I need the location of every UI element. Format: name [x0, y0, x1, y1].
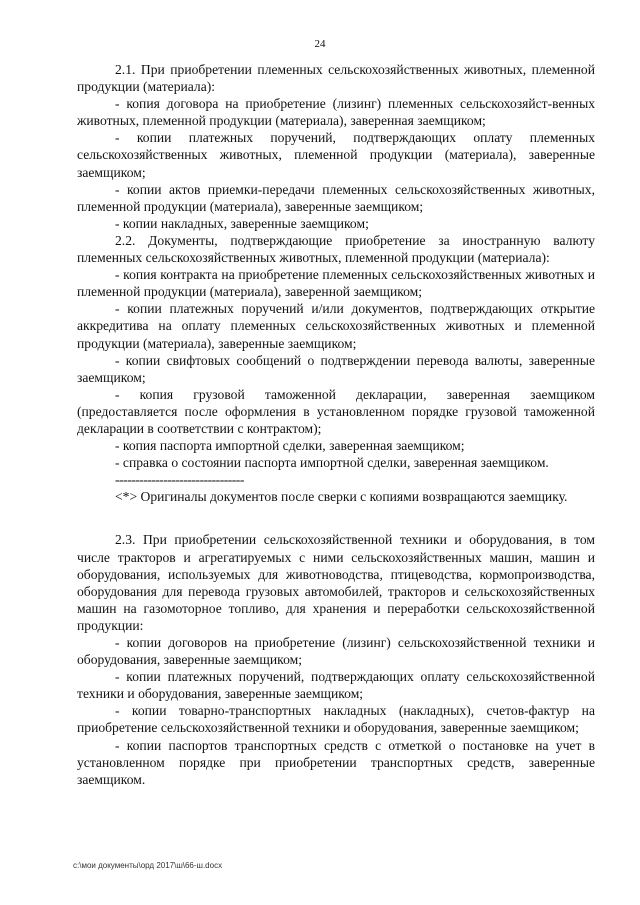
list-item: - копии товарно-транспортных накладных (накладных), счетов-фактур на приобретение сельскохозяйственной техники и оборудования, заверенные заемщиком; — [77, 703, 595, 736]
footer-file-path: c:\мои документы\орд 2017\ш\66-ш.docx — [73, 861, 223, 870]
section-gap — [77, 505, 595, 531]
list-item: - копии договоров на приобретение (лизинг) сельскохозяйственной техники и оборудования, заверенные заемщиком; — [77, 635, 595, 668]
list-item: - справка о состоянии паспорта импортной сделки, заверенная заемщиком. — [115, 455, 549, 471]
document-body — [77, 61, 595, 788]
list-item: - копии актов приемки-передачи племенных сельскохозяйственных животных, племенной продукции (материала), заверенные заемщиком; — [77, 181, 595, 214]
paragraph-2-2: 2.2. Документы, подтверждающие приобретение за иностранную валюту племенных сельскохозяйственных животных, племенной продукции (материала): — [77, 232, 595, 266]
list-item: - копии паспортов транспортных средств с отметкой о постановке на учет в установленном порядке при приобретении транспортных средств, заверенные заемщиком. — [77, 737, 595, 787]
footnote: <*> Оригиналы документов после сверки с копиями возвращаются заемщику. — [115, 489, 568, 505]
list-item: - копия контракта на приобретение племенных сельскохозяйственных животных и племенной продукции (материала), заверенной заемщиком; — [77, 267, 595, 300]
list-item: - копии платежных поручений, подтверждающих оплату племенных сельскохозяйственных животных, племенной продукции (материала), заверенные заемщиком; — [77, 130, 595, 180]
list-item: - копии накладных, заверенные заемщиком; — [115, 215, 369, 231]
paragraph-2-3: 2.3. При приобретении сельскохозяйственной техники и оборудования, в том числе тракторов и агрегатируемых с ними сельскохозяйственных машин, машин и оборудования, используемых для животноводства, птицеводства, кормопроизводства, оборудования для перевода грузовых автомобилей, тракторов и сельскохозяйственных машин на газомоторное топливо, для хранения и переработки сельскохозяйственной продукции: — [77, 532, 595, 633]
paragraph-2-1: 2.1. При приобретении племенных сельскохозяйственных животных, племенной продукции (материала): — [77, 62, 595, 95]
list-item: - копии платежных поручений и/или документов, подтверждающих открытие аккредитива на оплату племенных сельскохозяйственных животных и племенной продукции (материала), заверенные заемщиком; — [77, 301, 595, 351]
list-item: - копии свифтовых сообщений о подтверждении перевода валюты, заверенные заемщиком; — [77, 352, 595, 385]
list-item: - копии платежных поручений, подтверждающих оплату сельскохозяйственной техники и оборудования, заверенные заемщиком; — [77, 669, 595, 702]
footnote-separator: -------------------------------- — [115, 472, 244, 488]
list-item: - копия паспорта импортной сделки, заверенная заемщиком; — [115, 438, 465, 454]
list-item: - копия договора на приобретение (лизинг) племенных сельскохозяйст-венных животных, племенной продукции (материала), заверенная заемщиком; — [77, 96, 595, 129]
list-item: - копия грузовой таможенной декларации, заверенная заемщиком (предоставляется после оформления в установленном порядке грузовой таможенной декларации в соответствии с контрактом); — [77, 386, 595, 436]
page-number: 24 — [314, 38, 326, 50]
